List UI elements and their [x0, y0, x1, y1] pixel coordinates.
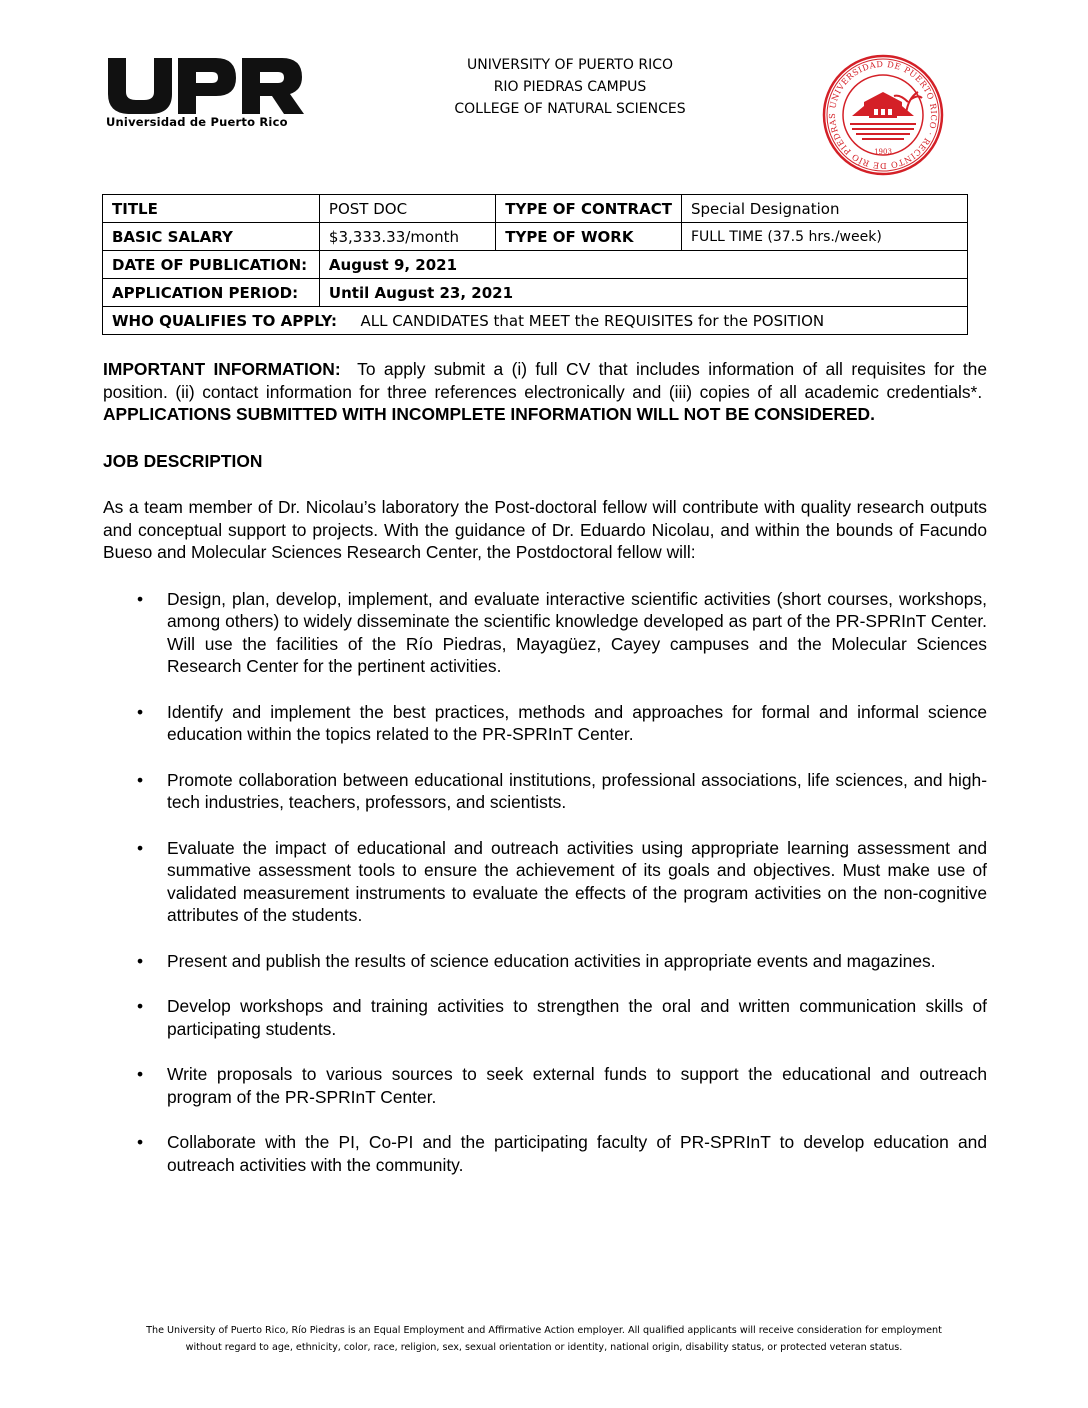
eeo-footer	[100, 1322, 988, 1356]
duty-text: Write proposals to various sources to seek external funds to support the educational and outreach program of the PR-SPRInT Center.	[167, 1064, 987, 1107]
document-body	[103, 358, 987, 1199]
table-row	[103, 307, 968, 335]
list-item	[103, 1131, 987, 1176]
header-campus: RIO PIEDRAS CAMPUS	[493, 79, 647, 95]
bullet-icon: •	[137, 950, 144, 971]
application-period-label: APPLICATION PERIOD:	[103, 279, 320, 307]
list-item	[103, 701, 987, 746]
table-row	[103, 251, 968, 279]
duty-text: Present and publish the results of science education activities in appropriate events and magazines.	[167, 950, 936, 971]
bullet-icon: •	[137, 701, 144, 722]
list-item	[103, 837, 987, 927]
table-row	[103, 195, 968, 223]
duty-text: Promote collaboration between educational institutions, professional associations, life sciences, and high-tech industries, teachers, professors, and scientists.	[167, 769, 987, 812]
important-text: To apply submit a (i) full CV that includes information of all requisites for the position. (ii) contact information for three references electronically and (iii) copies of all academic credentials*.	[103, 359, 988, 402]
bullet-icon: •	[137, 996, 144, 1016]
duties-list	[103, 588, 987, 1177]
list-item	[103, 769, 987, 814]
table-row	[103, 279, 968, 307]
bullet-icon: •	[137, 588, 144, 609]
incomplete-warning: APPLICATIONS SUBMITTED WITH INCOMPLETE INFORMATION WILL NOT BE CONSIDERED.	[103, 404, 875, 424]
salary-value: $3,333.33/month	[319, 223, 495, 251]
list-item	[103, 950, 987, 973]
work-type-label: TYPE OF WORK	[496, 223, 682, 251]
seal-year: 1903	[874, 148, 892, 156]
list-item	[103, 995, 987, 1040]
job-description-intro: As a team member of Dr. Nicolau’s laboratory the Post-doctoral fellow will contribute with quality research outputs and conceptual support to projects. With the guidance of Dr. Eduardo Nicolau, and within the bounds of Facundo Bueso and Molecular Sciences Research Center, the Postdoctoral fellow will:	[103, 497, 987, 562]
list-item	[103, 588, 987, 678]
duty-text: Evaluate the impact of educational and outreach activities using appropriate learning assessment and summative assessment tools to ensure the achievement of its goals and objectives. Must make use of validated measurement instruments to evaluate the effects of the program activities on the non-cognitive attributes of the students.	[167, 837, 987, 925]
upr-logo	[106, 58, 306, 129]
footer-line-1: The University of Puerto Rico, Río Piedras is an Equal Employment and Affirmative Action employer. All qualified applicants will receive consideration for employment	[146, 1325, 942, 1336]
footer-line-2: without regard to age, ethnicity, color, race, religion, sex, sexual orientation or identity, national origin, disability status, or protected veteran status.	[185, 1342, 903, 1353]
bullet-icon: •	[137, 769, 144, 790]
header-university: UNIVERSITY OF PUERTO RICO	[466, 57, 673, 73]
duty-text: Design, plan, develop, implement, and evaluate interactive scientific activities (short courses, workshops, among others) to widely disseminate the scientific knowledge developed as part of the PR-SPRInT Center. Will use the facilities of the Río Piedras, Mayagüez, Cayey campuses and the Molecular Sciences Research Center for the pertinent activities.	[167, 588, 987, 676]
important-label: IMPORTANT INFORMATION:	[103, 359, 341, 379]
work-type-value: FULL TIME (37.5 hrs./week)	[681, 223, 967, 251]
who-qualifies-cell	[103, 307, 968, 335]
logo-subtitle: Universidad de Puerto Rico	[106, 115, 288, 129]
salary-label: BASIC SALARY	[103, 223, 320, 251]
application-period-value: Until August 23, 2021	[319, 279, 967, 307]
upr-wordmark	[106, 58, 304, 114]
svg-text:UNIVERSIDAD DE PUERTO RICO · R: UNIVERSIDAD DE PUERTO RICO · RECINTO DE RÍO PIEDRAS	[826, 58, 940, 172]
university-seal	[822, 54, 944, 176]
contract-label: TYPE OF CONTRACT	[496, 195, 682, 223]
position-info-table	[102, 194, 968, 335]
duty-text: Identify and implement the best practices, methods and approaches for formal and informal science education within the topics related to the PR-SPRInT Center.	[167, 701, 987, 744]
bullet-icon: •	[137, 1132, 144, 1152]
who-qualifies-label: WHO QUALIFIES TO APPLY:	[112, 311, 337, 330]
important-information	[103, 358, 987, 426]
job-description-title: JOB DESCRIPTION	[103, 450, 263, 471]
contract-value: Special Designation	[681, 195, 967, 223]
list-item	[103, 1063, 987, 1108]
publication-date-label: DATE OF PUBLICATION:	[103, 251, 320, 279]
duty-text: Collaborate with the PI, Co-PI and the participating faculty of PR-SPRInT to develop education and outreach activities with the community.	[167, 1132, 987, 1175]
bullet-icon: •	[137, 837, 144, 858]
duty-text: Develop workshops and training activities to strengthen the oral and written communication skills of participating students.	[167, 996, 987, 1039]
institution-header	[380, 54, 760, 120]
who-qualifies-value: ALL CANDIDATES that MEET the REQUISITES for the POSITION	[360, 311, 825, 330]
bullet-icon: •	[137, 1064, 144, 1084]
title-value: POST DOC	[319, 195, 495, 223]
publication-date-value: August 9, 2021	[319, 251, 967, 279]
title-label: TITLE	[103, 195, 320, 223]
header-college: COLLEGE OF NATURAL SCIENCES	[454, 101, 686, 117]
table-row	[103, 223, 968, 251]
